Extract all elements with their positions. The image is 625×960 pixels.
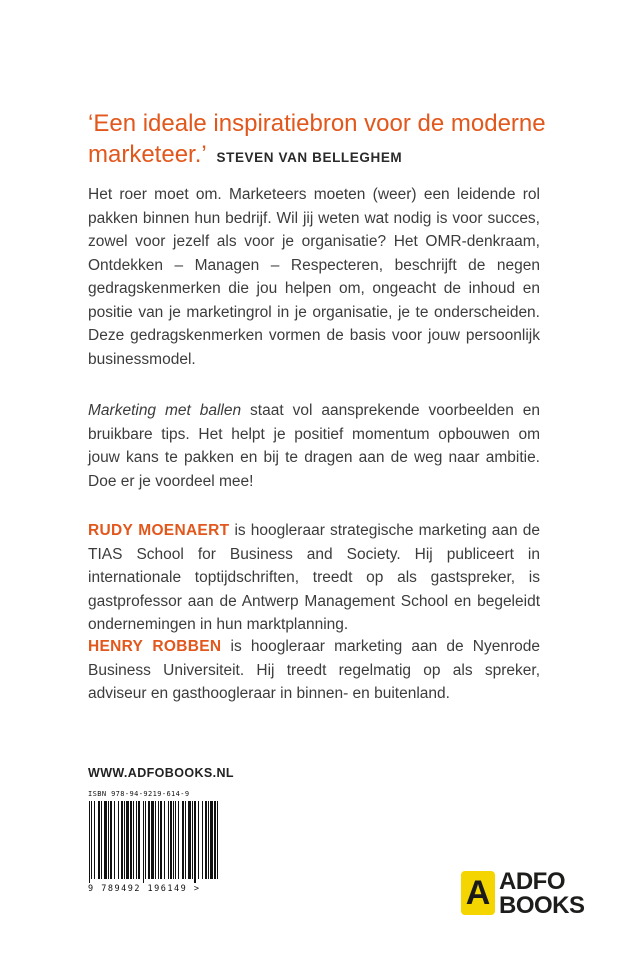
barcode-bar [104, 801, 107, 879]
barcode-bar [133, 801, 134, 879]
barcode-bar [114, 801, 115, 879]
barcode-bar [210, 801, 213, 879]
isbn-label: ISBN 978-94-9219-614-9 [88, 790, 190, 798]
barcode-bar [217, 801, 218, 879]
barcode-bar [175, 801, 176, 879]
barcode-bar [124, 801, 125, 879]
barcode-bar [148, 801, 150, 879]
author-bio-henry-text: is hoogleraar marketing aan de Nyenrode Business Universiteit. Hij treedt regelmatig op als spreker, adviseur en gasthoogleraar in binnen- en buitenland. [88, 638, 540, 702]
barcode-bar [208, 801, 209, 879]
logo-text-line2: BOOKS [499, 892, 585, 919]
barcode-bar [101, 801, 102, 879]
barcode-bar [108, 801, 109, 879]
back-cover-quote [88, 108, 588, 173]
barcode-bar [164, 801, 165, 879]
logo-text-line1: ADFO [499, 868, 565, 895]
author-name-henry: HENRY ROBBEN [88, 638, 222, 655]
barcode-bar [202, 801, 203, 879]
barcode-bar [136, 801, 137, 879]
barcode-bar [98, 801, 100, 879]
description-paragraph: Het roer moet om. Marketeers moeten (weer) een leidende rol pakken binnen hun bedrijf. Wil jij weten wat nodig is voor succes, zowel voor jezelf als voor je organisatie? Het OMR-denkraam, Ontdekken – Managen – Respecteren, beschrijft de negen gedragskenmerken die jou helpen om, ongeacht de inhoud en positie van je marketingrol in je organisatie, je te onderscheiden. Deze gedragskenmerken vormen de basis voor jouw persoonlijk businessmodel. [88, 186, 540, 368]
barcode-bar [94, 801, 95, 879]
barcode-bar [182, 801, 184, 879]
publisher-website: WWW.ADFOBOOKS.NL [88, 766, 234, 780]
barcode-bar [178, 801, 179, 879]
barcode-bar [89, 801, 90, 883]
barcode-bar [158, 801, 159, 879]
barcode-bar [138, 801, 140, 879]
barcode-bar [151, 801, 154, 879]
barcode-bar [192, 801, 193, 879]
barcode-bar [188, 801, 191, 879]
barcode-bar [145, 801, 146, 879]
barcode-bar [118, 801, 119, 879]
summary-text: staat vol aansprekende voorbeelden en bruikbare tips. Het helpt je positief momentum opbouwen om jouw kans te pakken en bij te dragen aan de weg naar ambitie. Doe er je voordeel mee! [88, 402, 540, 490]
barcode-bar [91, 801, 92, 879]
barcode-bar [194, 801, 196, 883]
author-bio-rudy [88, 519, 540, 637]
barcode-bar [198, 801, 199, 879]
logo-letter: A [465, 874, 491, 912]
barcode-bar [205, 801, 207, 879]
barcode-bar [168, 801, 169, 879]
author-bio-rudy-text: is hoogleraar strategische marketing aan de TIAS School for Business and Society. Hij publiceert in internationale toptijdschriften, treedt op als gastspreker, is gastprofessor aan de Antwerp Management School en begeleidt ondernemingen in hun marktplanning. [88, 522, 540, 633]
barcode-number: 9 789492 196149 > [88, 884, 201, 894]
book-title-italic: Marketing met ballen [88, 402, 242, 419]
barcode-bar [170, 801, 172, 879]
barcode-block [88, 790, 222, 894]
quote-author: STEVEN VAN BELLEGHEM [216, 150, 403, 165]
barcode-bar [214, 801, 216, 879]
barcode-bar [155, 801, 156, 879]
publisher-logo [461, 867, 587, 925]
barcode-bar [173, 801, 174, 879]
barcode-bar [110, 801, 112, 879]
barcode-bar [185, 801, 186, 879]
barcode-bar [160, 801, 162, 879]
barcode-bar [121, 801, 123, 879]
author-name-rudy: RUDY MOENAERT [88, 522, 230, 539]
summary-paragraph [88, 399, 540, 493]
author-bio-henry [88, 635, 540, 706]
barcode-bar [126, 801, 129, 879]
barcode-bar [130, 801, 132, 879]
barcode-image [88, 801, 222, 883]
barcode-bar [143, 801, 144, 883]
quote-text: ‘Een ideale inspiratiebron voor de moderne marketeer.’ [88, 110, 546, 168]
